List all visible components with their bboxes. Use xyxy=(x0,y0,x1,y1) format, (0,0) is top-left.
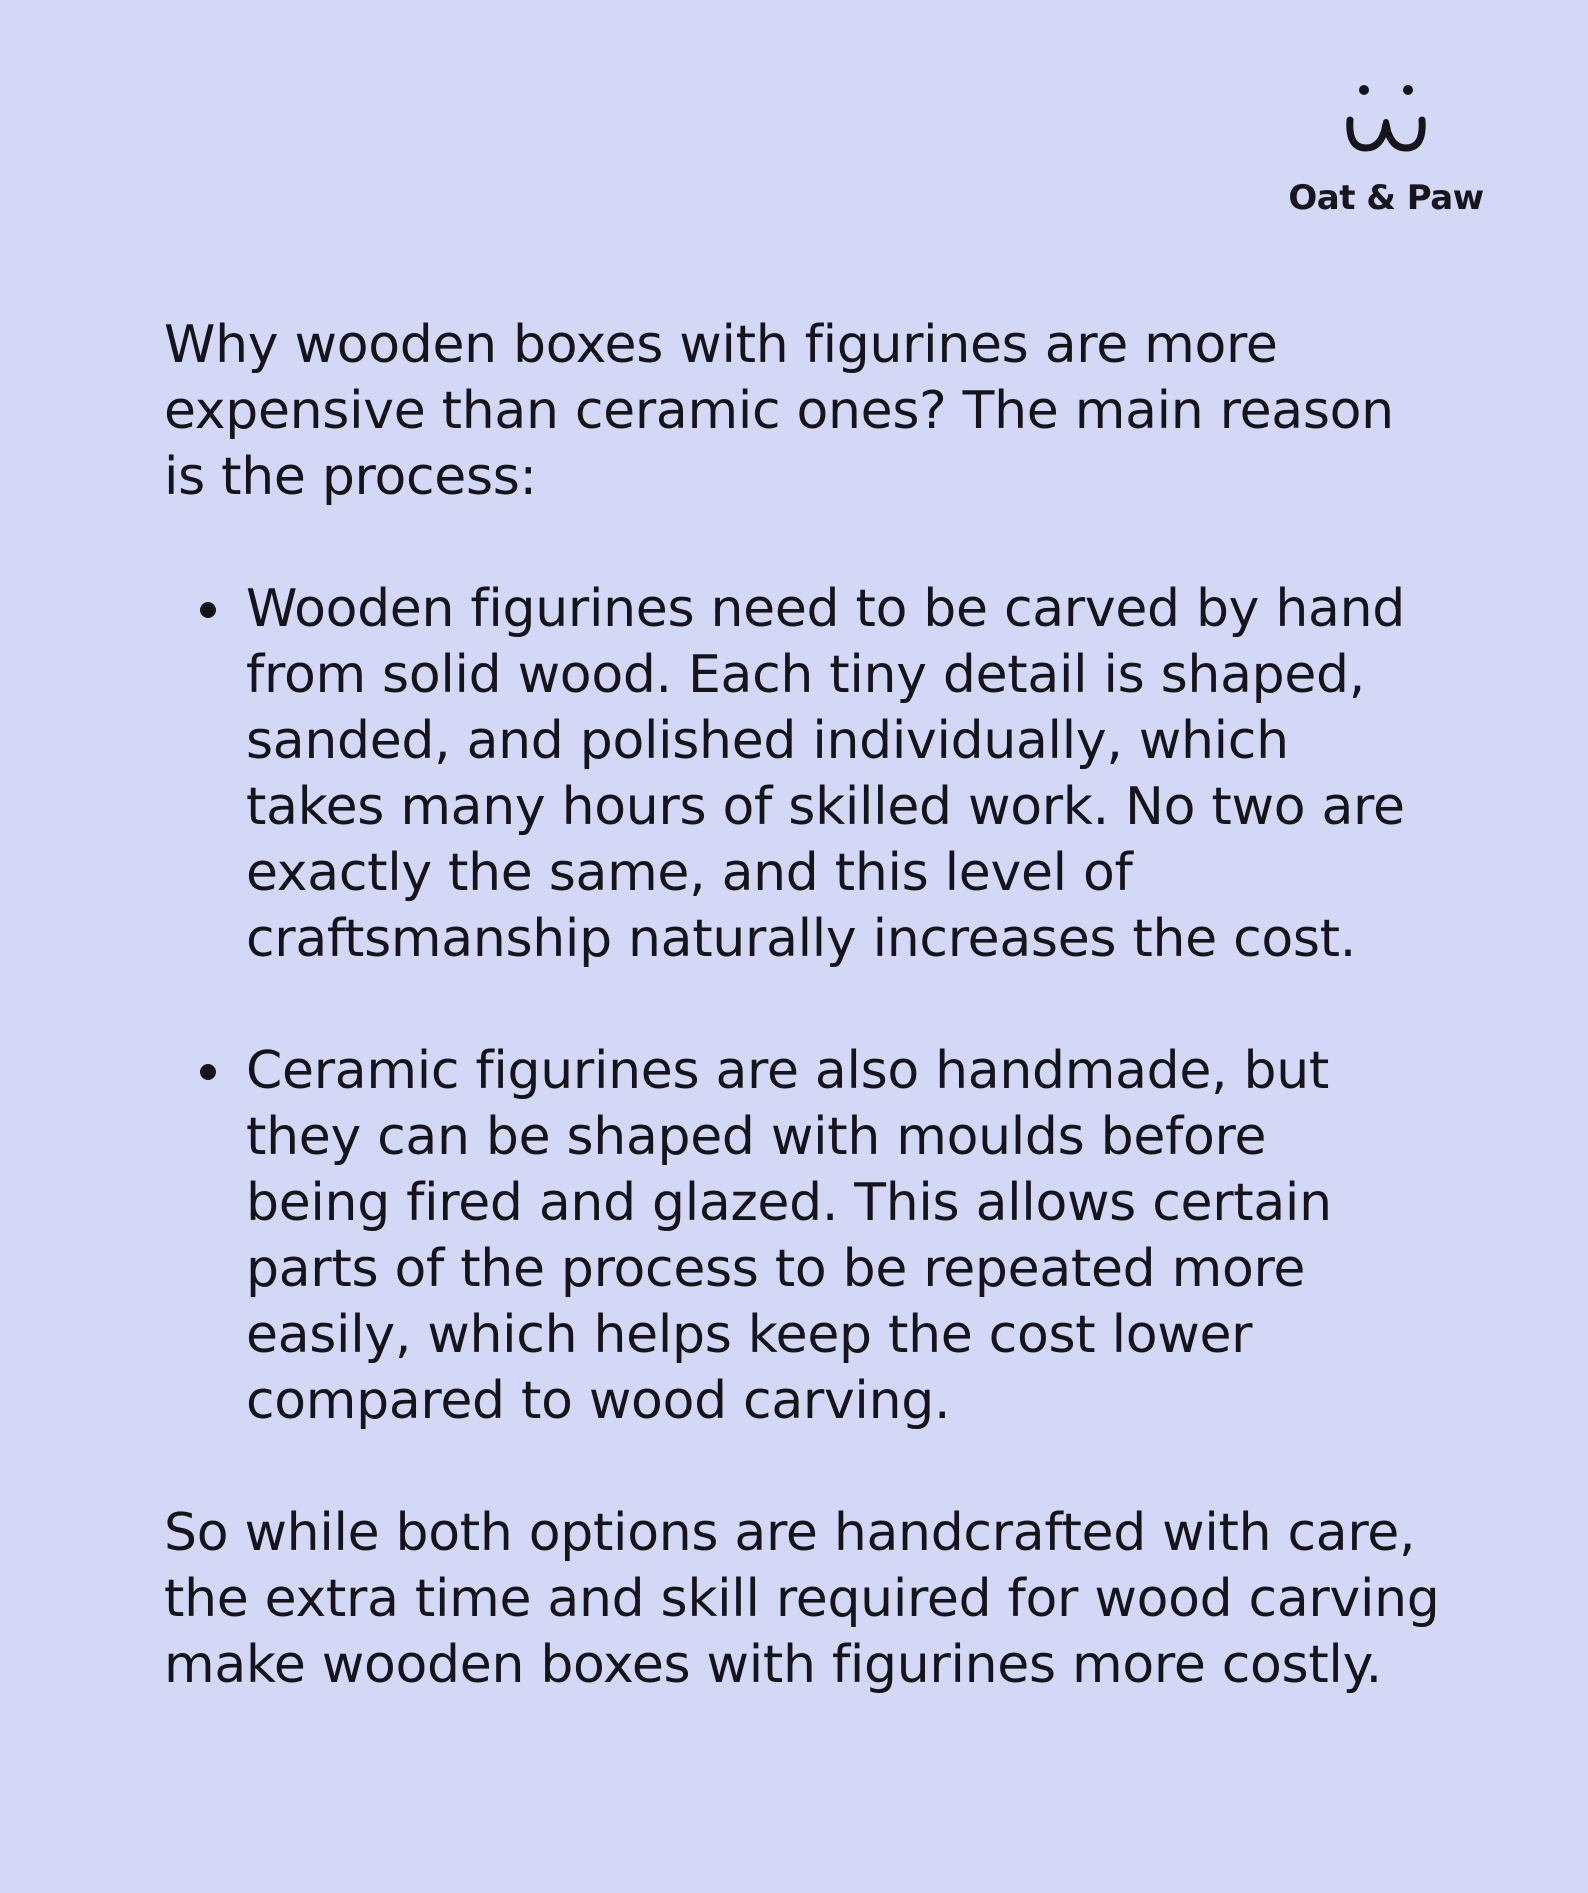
brand-name: Oat & Paw xyxy=(1288,178,1484,218)
bullet-text: Ceramic figurines are also handmade, but they can be shaped with moulds before being fired and glazed. This allows certain parts of the process to be repeated more easily, which helps keep the cost lower compared to wood carving. xyxy=(246,1041,1332,1431)
bullet-icon xyxy=(200,1064,216,1080)
list-item xyxy=(164,576,1426,972)
bullet-icon xyxy=(200,602,216,618)
outro-paragraph: So while both options are handcrafted with care, the extra time and skill required for wood carving make wooden boxes with figurines more costly. xyxy=(164,1503,1440,1695)
article-body xyxy=(164,312,1484,1698)
cat-face-icon xyxy=(1340,78,1432,170)
bullet-text: Wooden figurines need to be carved by hand from solid wood. Each tiny detail is shaped, sanded, and polished individually, which takes many hours of skilled work. No two are exactly the same, and this level of craftsmanship naturally increases the cost. xyxy=(246,579,1405,969)
bullet-list xyxy=(164,576,1484,1434)
intro-paragraph: Why wooden boxes with figurines are more expensive than ceramic ones? The main reason is the process: xyxy=(164,315,1394,507)
list-item xyxy=(164,1038,1426,1434)
brand-logo-block xyxy=(1286,78,1486,218)
